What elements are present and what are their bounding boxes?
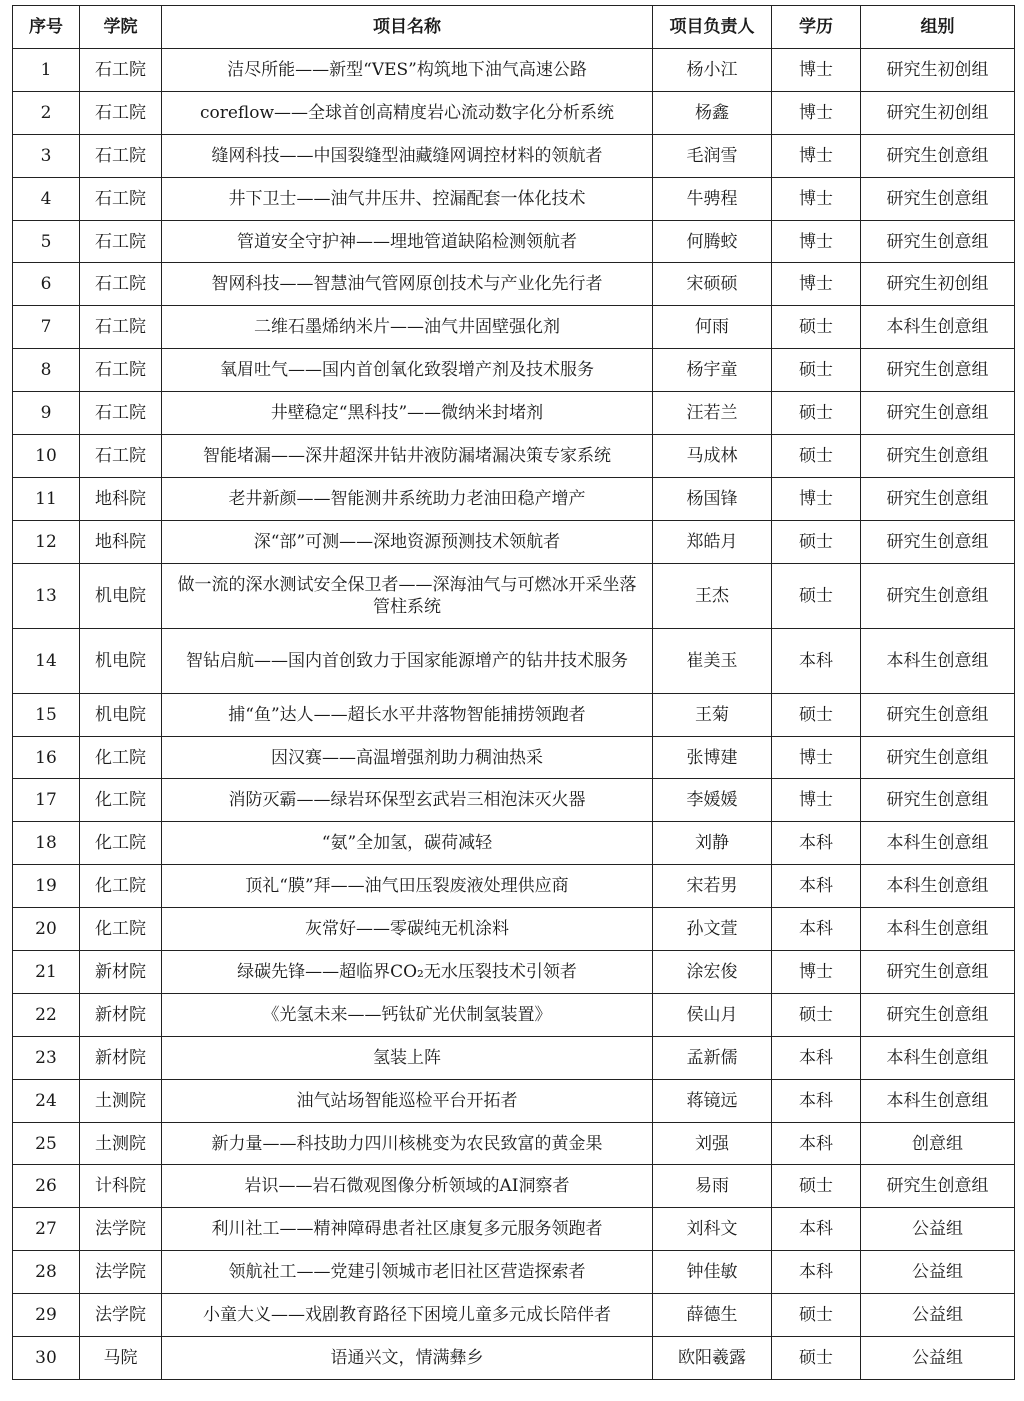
row-degree: 硕士 bbox=[772, 993, 861, 1036]
row-project-name: 洁尽所能——新型“VES”构筑地下油气高速公路 bbox=[162, 49, 653, 92]
table-row bbox=[13, 520, 1015, 563]
table-row bbox=[13, 1122, 1015, 1165]
row-project-name: 智钻启航——国内首创致力于国家能源增产的钻井技术服务 bbox=[162, 628, 653, 693]
project-table bbox=[12, 5, 1015, 1380]
row-degree: 博士 bbox=[772, 49, 861, 92]
table-row bbox=[13, 1036, 1015, 1079]
row-college: 法学院 bbox=[80, 1208, 162, 1251]
row-college: 法学院 bbox=[80, 1251, 162, 1294]
row-degree: 博士 bbox=[772, 177, 861, 220]
table-row bbox=[13, 1165, 1015, 1208]
row-group: 公益组 bbox=[861, 1294, 1015, 1337]
row-project-name: 二维石墨烯纳米片——油气井固壁强化剂 bbox=[162, 306, 653, 349]
row-project-name: 捕“鱼”达人——超长水平井落物智能捕捞领跑者 bbox=[162, 693, 653, 736]
row-group: 研究生创意组 bbox=[861, 1165, 1015, 1208]
table-row bbox=[13, 628, 1015, 693]
row-degree: 本科 bbox=[772, 1251, 861, 1294]
row-degree: 本科 bbox=[772, 1079, 861, 1122]
row-college: 石工院 bbox=[80, 220, 162, 263]
row-index: 13 bbox=[13, 563, 80, 628]
row-index: 1 bbox=[13, 49, 80, 92]
row-project-name: 岩识——岩石微观图像分析领域的AI洞察者 bbox=[162, 1165, 653, 1208]
row-leader: 宋若男 bbox=[653, 865, 772, 908]
row-degree: 硕士 bbox=[772, 306, 861, 349]
row-leader: 张博建 bbox=[653, 736, 772, 779]
table-row bbox=[13, 822, 1015, 865]
row-index: 7 bbox=[13, 306, 80, 349]
table-row bbox=[13, 779, 1015, 822]
row-project-name: 老井新颜——智能测井系统助力老油田稳产增产 bbox=[162, 477, 653, 520]
table-row bbox=[13, 1208, 1015, 1251]
table-row bbox=[13, 693, 1015, 736]
header-project-name: 项目名称 bbox=[162, 6, 653, 49]
row-college: 石工院 bbox=[80, 392, 162, 435]
row-degree: 博士 bbox=[772, 736, 861, 779]
row-project-name: 灰常好——零碳纯无机涂料 bbox=[162, 908, 653, 951]
row-college: 法学院 bbox=[80, 1294, 162, 1337]
row-project-name: 利川社工——精神障碍患者社区康复多元服务领跑者 bbox=[162, 1208, 653, 1251]
table-row bbox=[13, 177, 1015, 220]
row-college: 石工院 bbox=[80, 91, 162, 134]
row-leader: 王菊 bbox=[653, 693, 772, 736]
row-leader: 易雨 bbox=[653, 1165, 772, 1208]
row-degree: 硕士 bbox=[772, 1165, 861, 1208]
row-project-name: 小童大义——戏剧教育路径下困境儿童多元成长陪伴者 bbox=[162, 1294, 653, 1337]
row-project-name: 新力量——科技助力四川核桃变为农民致富的黄金果 bbox=[162, 1122, 653, 1165]
row-group: 研究生创意组 bbox=[861, 951, 1015, 994]
row-leader: 何腾蛟 bbox=[653, 220, 772, 263]
row-project-name: 语通兴文，情满彝乡 bbox=[162, 1337, 653, 1380]
row-degree: 硕士 bbox=[772, 392, 861, 435]
row-group: 研究生创意组 bbox=[861, 563, 1015, 628]
row-group: 研究生初创组 bbox=[861, 263, 1015, 306]
row-degree: 本科 bbox=[772, 908, 861, 951]
row-degree: 本科 bbox=[772, 628, 861, 693]
row-group: 本科生创意组 bbox=[861, 822, 1015, 865]
row-college: 化工院 bbox=[80, 736, 162, 779]
row-degree: 本科 bbox=[772, 1122, 861, 1165]
row-leader: 欧阳羲露 bbox=[653, 1337, 772, 1380]
row-leader: 王杰 bbox=[653, 563, 772, 628]
row-leader: 涂宏俊 bbox=[653, 951, 772, 994]
row-group: 研究生创意组 bbox=[861, 134, 1015, 177]
row-leader: 侯山月 bbox=[653, 993, 772, 1036]
row-group: 本科生创意组 bbox=[861, 1036, 1015, 1079]
row-college: 石工院 bbox=[80, 435, 162, 478]
row-project-name: “氨”全加氢，碳荷减轻 bbox=[162, 822, 653, 865]
row-leader: 钟佳敏 bbox=[653, 1251, 772, 1294]
row-college: 石工院 bbox=[80, 177, 162, 220]
row-project-name: 井下卫士——油气井压井、控漏配套一体化技术 bbox=[162, 177, 653, 220]
header-college: 学院 bbox=[80, 6, 162, 49]
table-row bbox=[13, 1251, 1015, 1294]
row-project-name: coreflow——全球首创高精度岩心流动数字化分析系统 bbox=[162, 91, 653, 134]
table-row bbox=[13, 220, 1015, 263]
row-college: 机电院 bbox=[80, 628, 162, 693]
row-index: 28 bbox=[13, 1251, 80, 1294]
row-degree: 博士 bbox=[772, 779, 861, 822]
row-leader: 孙文萱 bbox=[653, 908, 772, 951]
row-index: 12 bbox=[13, 520, 80, 563]
row-group: 研究生创意组 bbox=[861, 435, 1015, 478]
row-group: 研究生创意组 bbox=[861, 477, 1015, 520]
row-group: 研究生创意组 bbox=[861, 736, 1015, 779]
row-college: 化工院 bbox=[80, 779, 162, 822]
row-index: 14 bbox=[13, 628, 80, 693]
row-degree: 博士 bbox=[772, 263, 861, 306]
row-college: 土测院 bbox=[80, 1122, 162, 1165]
row-college: 机电院 bbox=[80, 563, 162, 628]
row-degree: 博士 bbox=[772, 951, 861, 994]
row-index: 29 bbox=[13, 1294, 80, 1337]
row-index: 5 bbox=[13, 220, 80, 263]
row-degree: 本科 bbox=[772, 1208, 861, 1251]
row-project-name: 消防灭霸——绿岩环保型玄武岩三相泡沫灭火器 bbox=[162, 779, 653, 822]
row-leader: 汪若兰 bbox=[653, 392, 772, 435]
row-college: 新材院 bbox=[80, 993, 162, 1036]
row-college: 化工院 bbox=[80, 822, 162, 865]
row-index: 20 bbox=[13, 908, 80, 951]
row-index: 18 bbox=[13, 822, 80, 865]
row-index: 26 bbox=[13, 1165, 80, 1208]
row-project-name: 管道安全守护神——埋地管道缺陷检测领航者 bbox=[162, 220, 653, 263]
row-leader: 杨宇童 bbox=[653, 349, 772, 392]
row-degree: 硕士 bbox=[772, 349, 861, 392]
row-index: 2 bbox=[13, 91, 80, 134]
row-degree: 本科 bbox=[772, 1036, 861, 1079]
row-degree: 硕士 bbox=[772, 563, 861, 628]
table-row bbox=[13, 1337, 1015, 1380]
row-leader: 刘强 bbox=[653, 1122, 772, 1165]
row-group: 研究生创意组 bbox=[861, 220, 1015, 263]
row-degree: 硕士 bbox=[772, 693, 861, 736]
row-index: 30 bbox=[13, 1337, 80, 1380]
row-degree: 博士 bbox=[772, 91, 861, 134]
table-row bbox=[13, 865, 1015, 908]
header-index: 序号 bbox=[13, 6, 80, 49]
row-index: 25 bbox=[13, 1122, 80, 1165]
row-index: 27 bbox=[13, 1208, 80, 1251]
row-project-name: 缝网科技——中国裂缝型油藏缝网调控材料的领航者 bbox=[162, 134, 653, 177]
row-index: 23 bbox=[13, 1036, 80, 1079]
row-project-name: 绿碳先锋——超临界CO₂无水压裂技术引领者 bbox=[162, 951, 653, 994]
row-group: 研究生创意组 bbox=[861, 177, 1015, 220]
row-college: 土测院 bbox=[80, 1079, 162, 1122]
row-group: 研究生创意组 bbox=[861, 392, 1015, 435]
row-college: 马院 bbox=[80, 1337, 162, 1380]
row-index: 4 bbox=[13, 177, 80, 220]
row-project-name: 因汉赛——高温增强剂助力稠油热采 bbox=[162, 736, 653, 779]
row-college: 新材院 bbox=[80, 951, 162, 994]
row-group: 研究生创意组 bbox=[861, 993, 1015, 1036]
row-college: 地科院 bbox=[80, 477, 162, 520]
table-body bbox=[13, 49, 1015, 1380]
row-degree: 硕士 bbox=[772, 520, 861, 563]
row-project-name: 井壁稳定“黑科技”——微纳米封堵剂 bbox=[162, 392, 653, 435]
table-row bbox=[13, 951, 1015, 994]
row-leader: 杨鑫 bbox=[653, 91, 772, 134]
row-leader: 刘科文 bbox=[653, 1208, 772, 1251]
row-project-name: 氧眉吐气——国内首创氧化致裂增产剂及技术服务 bbox=[162, 349, 653, 392]
row-project-name: 油气站场智能巡检平台开拓者 bbox=[162, 1079, 653, 1122]
row-leader: 牛骋程 bbox=[653, 177, 772, 220]
row-college: 计科院 bbox=[80, 1165, 162, 1208]
row-college: 化工院 bbox=[80, 908, 162, 951]
row-group: 研究生创意组 bbox=[861, 349, 1015, 392]
table-row bbox=[13, 134, 1015, 177]
table-row bbox=[13, 435, 1015, 478]
row-index: 21 bbox=[13, 951, 80, 994]
row-leader: 何雨 bbox=[653, 306, 772, 349]
row-group: 公益组 bbox=[861, 1337, 1015, 1380]
row-college: 化工院 bbox=[80, 865, 162, 908]
row-leader: 蒋镜远 bbox=[653, 1079, 772, 1122]
project-table-container bbox=[12, 5, 1014, 1380]
header-leader: 项目负责人 bbox=[653, 6, 772, 49]
row-index: 24 bbox=[13, 1079, 80, 1122]
row-project-name: 智能堵漏——深井超深井钻井液防漏堵漏决策专家系统 bbox=[162, 435, 653, 478]
row-group: 本科生创意组 bbox=[861, 306, 1015, 349]
row-college: 地科院 bbox=[80, 520, 162, 563]
table-row bbox=[13, 263, 1015, 306]
row-leader: 刘静 bbox=[653, 822, 772, 865]
row-index: 16 bbox=[13, 736, 80, 779]
table-row bbox=[13, 392, 1015, 435]
row-group: 公益组 bbox=[861, 1208, 1015, 1251]
row-project-name: 《光氢未来——钙钛矿光伏制氢装置》 bbox=[162, 993, 653, 1036]
table-row bbox=[13, 349, 1015, 392]
row-index: 22 bbox=[13, 993, 80, 1036]
row-college: 石工院 bbox=[80, 349, 162, 392]
row-degree: 硕士 bbox=[772, 1337, 861, 1380]
row-index: 9 bbox=[13, 392, 80, 435]
table-row bbox=[13, 49, 1015, 92]
row-group: 创意组 bbox=[861, 1122, 1015, 1165]
table-row bbox=[13, 477, 1015, 520]
table-header-row bbox=[13, 6, 1015, 49]
table-row bbox=[13, 1294, 1015, 1337]
row-group: 研究生初创组 bbox=[861, 91, 1015, 134]
row-college: 机电院 bbox=[80, 693, 162, 736]
row-college: 石工院 bbox=[80, 49, 162, 92]
row-leader: 孟新儒 bbox=[653, 1036, 772, 1079]
row-degree: 博士 bbox=[772, 134, 861, 177]
row-index: 8 bbox=[13, 349, 80, 392]
header-group: 组别 bbox=[861, 6, 1015, 49]
row-degree: 本科 bbox=[772, 865, 861, 908]
row-leader: 毛润雪 bbox=[653, 134, 772, 177]
row-index: 15 bbox=[13, 693, 80, 736]
row-project-name: 智网科技——智慧油气管网原创技术与产业化先行者 bbox=[162, 263, 653, 306]
table-row bbox=[13, 908, 1015, 951]
row-group: 研究生创意组 bbox=[861, 693, 1015, 736]
row-degree: 硕士 bbox=[772, 435, 861, 478]
table-row bbox=[13, 563, 1015, 628]
row-leader: 杨小江 bbox=[653, 49, 772, 92]
row-group: 本科生创意组 bbox=[861, 1079, 1015, 1122]
row-degree: 博士 bbox=[772, 477, 861, 520]
row-college: 新材院 bbox=[80, 1036, 162, 1079]
row-index: 6 bbox=[13, 263, 80, 306]
row-group: 研究生创意组 bbox=[861, 779, 1015, 822]
row-project-name: 氢装上阵 bbox=[162, 1036, 653, 1079]
row-project-name: 领航社工——党建引领城市老旧社区营造探索者 bbox=[162, 1251, 653, 1294]
row-leader: 马成林 bbox=[653, 435, 772, 478]
row-index: 3 bbox=[13, 134, 80, 177]
row-leader: 薛德生 bbox=[653, 1294, 772, 1337]
row-group: 本科生创意组 bbox=[861, 628, 1015, 693]
row-index: 11 bbox=[13, 477, 80, 520]
row-college: 石工院 bbox=[80, 263, 162, 306]
row-leader: 郑皓月 bbox=[653, 520, 772, 563]
row-index: 10 bbox=[13, 435, 80, 478]
row-group: 本科生创意组 bbox=[861, 865, 1015, 908]
table-row bbox=[13, 993, 1015, 1036]
row-index: 19 bbox=[13, 865, 80, 908]
header-degree: 学历 bbox=[772, 6, 861, 49]
row-leader: 李媛媛 bbox=[653, 779, 772, 822]
row-leader: 宋硕硕 bbox=[653, 263, 772, 306]
row-group: 研究生创意组 bbox=[861, 520, 1015, 563]
row-group: 公益组 bbox=[861, 1251, 1015, 1294]
row-leader: 杨国锋 bbox=[653, 477, 772, 520]
row-project-name: 做一流的深水测试安全保卫者——深海油气与可燃冰开采坐落管柱系统 bbox=[162, 563, 653, 628]
table-row bbox=[13, 736, 1015, 779]
row-college: 石工院 bbox=[80, 306, 162, 349]
table-row bbox=[13, 1079, 1015, 1122]
row-degree: 本科 bbox=[772, 822, 861, 865]
row-project-name: 深“部”可测——深地资源预测技术领航者 bbox=[162, 520, 653, 563]
table-row bbox=[13, 91, 1015, 134]
row-leader: 崔美玉 bbox=[653, 628, 772, 693]
table-row bbox=[13, 306, 1015, 349]
row-degree: 硕士 bbox=[772, 1294, 861, 1337]
row-group: 本科生创意组 bbox=[861, 908, 1015, 951]
row-group: 研究生初创组 bbox=[861, 49, 1015, 92]
row-college: 石工院 bbox=[80, 134, 162, 177]
row-index: 17 bbox=[13, 779, 80, 822]
row-project-name: 顶礼“膜”拜——油气田压裂废液处理供应商 bbox=[162, 865, 653, 908]
row-degree: 博士 bbox=[772, 220, 861, 263]
